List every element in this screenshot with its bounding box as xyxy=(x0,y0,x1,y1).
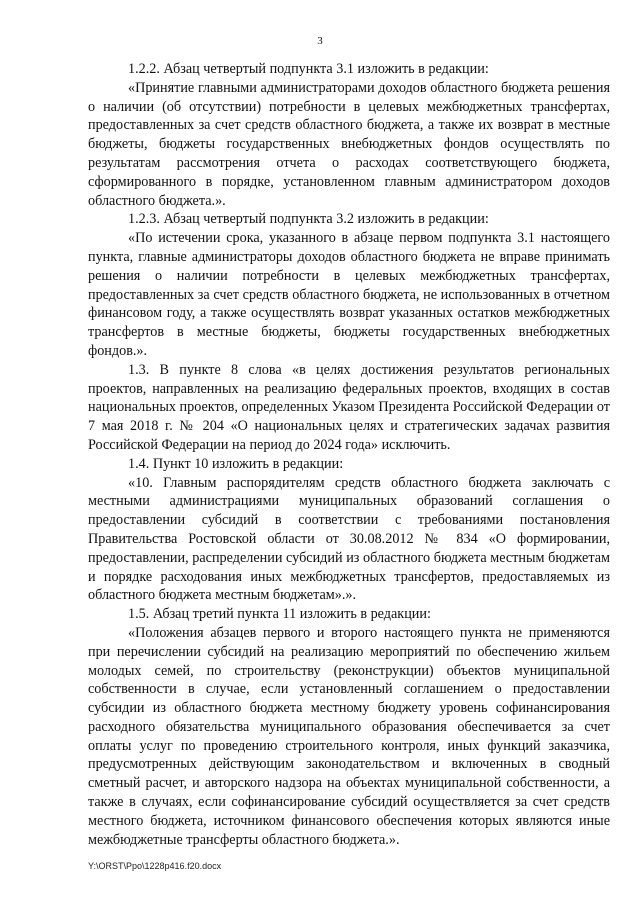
paragraph-1-4-text: «10. Главным распорядителям средств областного бюджета заключать с местными администрациями муниципальных образований соглашения о предоставлении субсидий в соответствии с требованиями постановления Правительства Ростовской области от 30.08.2012 № 834 «О формировании, предоставлении, распределении субсидий из областного бюджета местным бюджетам и порядке расходования иных межбюджетных трансфертов, предоставляемых из областного бюджета местным бюджетам».». xyxy=(88,474,610,604)
paragraph-1-2-3-heading: 1.2.3. Абзац четвертый подпункта 3.2 изложить в редакции: xyxy=(128,211,489,228)
paragraph-1-2-2-heading: 1.2.2. Абзац четвертый подпункта 3.1 изложить в редакции: xyxy=(128,61,489,77)
paragraph-1-5-text: «Положения абзацев первого и второго настоящего пункта не применяются при перечислении субсидий на реализацию мероприятий по обеспечению жильем молодых семей, по строительству (реконструкции) объектов муниципальной собственности в случае, если установленный соглашением о предоставлении субсидии из областного бюджета местному бюджету уровень софинансирования расходного обязательства муниципального образования обеспечивается за счет оплаты услуг по проведению строительного контроля, иных функций заказчика, предусмотренных действующим законодательством и включенных в сводный сметный расчет, и авторского надзора на объектах муниципальной собственности, а также в случаях, если софинансирование субсидий осуществляется за счет средств местного бюджета, источником финансового обеспечения которых являются иные межбюджетные трансферты областного бюджета.». xyxy=(88,624,610,848)
paragraph-1-3: 1.3. В пункте 8 слова «в целях достижения результатов региональных проектов, направленных на реализацию федеральных проектов, входящих в состав национальных проектов, определенных Указом Президента Российской Федерации от 7 мая 2018 г. № 204 «О национальных целях и стратегических задачах развития Российской Федерации на период до 2024 года» исключить. xyxy=(88,361,610,453)
document-body xyxy=(88,60,610,849)
paragraph-1-2-2-text: «Принятие главными администраторами доходов областного бюджета решения о наличии (об отсутствии) потребности в целевых межбюджетных трансфертах, предоставленных за счет средств областного бюджета, а также их возврат в местные бюджеты, бюджеты государственных внебюджетных фондов осуществлять по результатам рассмотрения отчета о расходах соответствующего бюджета, сформированного в порядке, установленном главным администратором доходов областного бюджета.». xyxy=(88,79,610,209)
paragraph-1-5-heading: 1.5. Абзац третий пункта 11 изложить в редакции: xyxy=(128,606,431,623)
page-number: 3 xyxy=(317,35,323,47)
footer-file-path: Y:\ORST\Ppo\1228p416.f20.docx xyxy=(88,861,222,871)
paragraph-1-4-heading: 1.4. Пункт 10 изложить в редакции: xyxy=(128,455,344,472)
paragraph-1-2-3-text: «По истечении срока, указанного в абзаце первом подпункта 3.1 настоящего пункта, главные администраторы доходов областного бюджета не вправе принимать решения о наличии потребности в целевых межбюджетных трансфертах, предоставленных за счет средств областного бюджета, не использованных в отчетном финансовом году, а также осуществлять возврат указанных остатков межбюджетных трансфертов в местные бюджеты, бюджеты государственных внебюджетных фондов.». xyxy=(88,230,610,359)
